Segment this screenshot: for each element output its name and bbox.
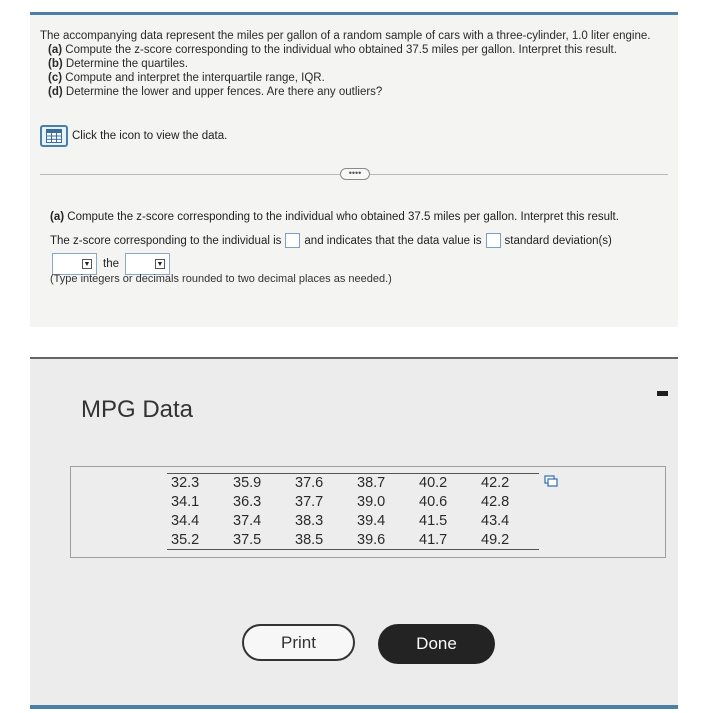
- table-row: [167, 512, 539, 531]
- table-cell: 41.5: [419, 513, 448, 529]
- table-cell: 40.2: [415, 474, 477, 493]
- expand-more-button[interactable]: ••••: [340, 168, 370, 180]
- problem-part-b: (b) Determine the quartiles.: [48, 58, 188, 70]
- table-cell: 38.5: [291, 531, 353, 550]
- table-cell: 42.2: [477, 474, 539, 493]
- mpg-data-dialog: [30, 357, 678, 709]
- table-cell: 37.5: [229, 531, 291, 550]
- table-cell: 42.8: [481, 494, 510, 510]
- problem-part-d: (d) Determine the lower and upper fences. Are there any outliers?: [48, 86, 383, 98]
- reference-dropdown[interactable]: [125, 253, 170, 275]
- answer-suffix-text: standard deviation(s): [504, 234, 612, 247]
- table-cell: 39.6: [353, 531, 415, 550]
- problem-part-c: (c) Compute and interpret the interquartile range, IQR.: [48, 72, 325, 84]
- dropdown-arrow-icon[interactable]: ▼: [156, 260, 164, 268]
- minimize-icon[interactable]: [657, 391, 668, 396]
- table-cell: 38.3: [295, 513, 324, 529]
- rounding-hint: (Type integers or decimals rounded to two decimal places as needed.): [50, 273, 392, 285]
- table-cell: 32.3: [167, 474, 229, 493]
- table-cell: 39.0: [357, 494, 386, 510]
- table-cell: 35.2: [167, 531, 229, 550]
- table-row: [167, 493, 539, 512]
- table-grid-icon[interactable]: [40, 125, 68, 147]
- table-cell: 39.4: [357, 513, 386, 529]
- std-dev-count-input[interactable]: [486, 233, 501, 248]
- table-cell: 34.1: [171, 494, 200, 510]
- answer-sentence: [50, 233, 612, 248]
- table-cell: 38.7: [353, 474, 415, 493]
- table-cell: 37.7: [295, 494, 324, 510]
- z-score-input[interactable]: [285, 233, 300, 248]
- data-table-frame: [70, 466, 666, 558]
- table-cell: 43.4: [481, 513, 510, 529]
- problem-statement: [40, 29, 670, 99]
- done-button[interactable]: Done: [378, 624, 495, 664]
- table-cell: 37.6: [291, 474, 353, 493]
- answer-middle-text: and indicates that the data value is: [304, 234, 482, 247]
- table-cell: 34.4: [171, 513, 200, 529]
- dropdown-row: [52, 253, 170, 275]
- dialog-title: MPG Data: [81, 396, 194, 423]
- table-cell: 35.9: [229, 474, 291, 493]
- view-data-link[interactable]: [40, 125, 227, 147]
- the-label: the: [103, 258, 119, 270]
- table-row: [167, 474, 539, 493]
- print-button[interactable]: Print: [242, 624, 355, 661]
- problem-part-a: (a) Compute the z-score corresponding to the individual who obtained 37.5 miles per gallon. Interpret this result.: [48, 44, 617, 56]
- table-cell: 49.2: [477, 531, 539, 550]
- table-cell: 36.3: [233, 494, 262, 510]
- table-row: [167, 531, 539, 550]
- part-a-heading: (a) Compute the z-score corresponding to the individual who obtained 37.5 miles per gallon. Interpret this result.: [50, 211, 619, 223]
- table-cell: 40.6: [419, 494, 448, 510]
- mpg-data-table: [167, 473, 539, 550]
- view-data-label[interactable]: Click the icon to view the data.: [72, 130, 228, 142]
- table-cell: 37.4: [233, 513, 262, 529]
- question-panel: [30, 12, 678, 327]
- problem-intro: The accompanying data represent the miles per gallon of a random sample of cars with a three-cylinder, 1.0 liter engine.: [40, 30, 651, 42]
- answer-prefix-text: The z-score corresponding to the individual is: [50, 234, 282, 247]
- direction-dropdown[interactable]: [52, 253, 97, 275]
- dropdown-arrow-icon[interactable]: ▼: [83, 260, 91, 268]
- copy-icon[interactable]: [544, 474, 558, 486]
- table-cell: 41.7: [415, 531, 477, 550]
